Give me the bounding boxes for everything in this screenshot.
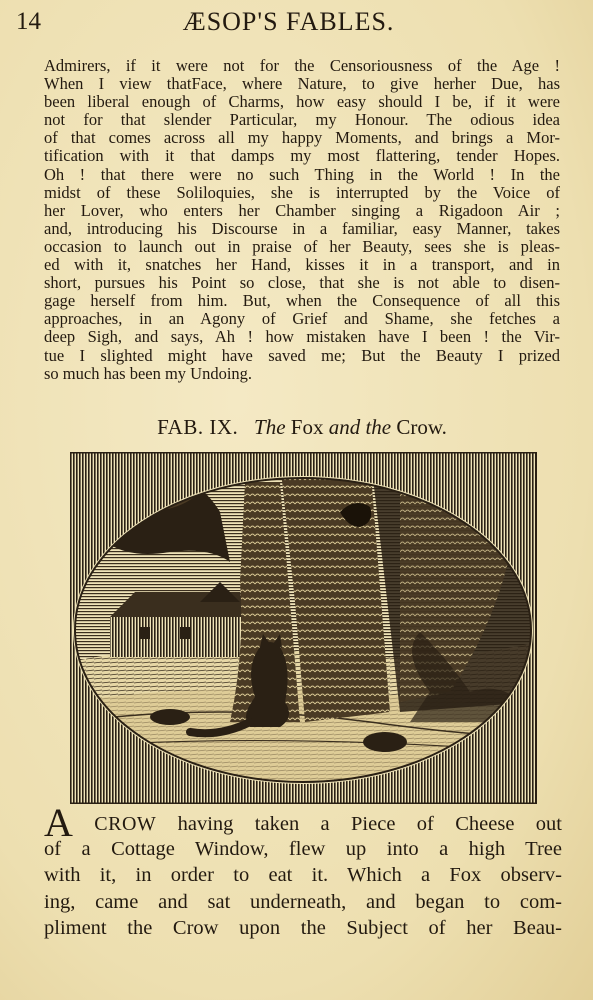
first-line-rest: having taken a Piece of Cheese out: [156, 813, 562, 835]
text-line: Oh ! that there were no such Thing in the World ! In the: [44, 164, 560, 184]
text-line: approaches, in an Agony of Grief and Shame, she fetches a: [44, 309, 560, 329]
text-line: pliment the Crow upon the Subject of her Beau-: [44, 916, 562, 939]
text-line: When I view thatFace, where Nature, to give herher Due, has: [44, 74, 560, 94]
running-head: [16, 6, 561, 38]
first-word: CROW: [94, 813, 157, 835]
text-line: [44, 800, 562, 845]
page-number: 14: [16, 8, 41, 35]
stone: [363, 732, 407, 752]
text-line: deep Sigh, and says, Ah ! how mistaken have I been ! the Vir-: [44, 327, 560, 347]
text-line: tue I slighted might have saved me; But the Beauty I prized: [44, 345, 560, 365]
running-title: ÆSOP'S FABLES.: [182, 7, 395, 36]
fable-heading: [44, 410, 560, 444]
text-line: her Lover, who enters her Chamber singing a Rigadoon Air ;: [44, 200, 560, 220]
fable-title-crow: Crow.: [396, 415, 447, 439]
fable-title-fox: Fox: [290, 415, 324, 439]
fable-title-the: The: [254, 415, 286, 439]
stone: [150, 709, 190, 725]
text-line: with it, in order to eat it. Which a Fox observ-: [44, 864, 562, 887]
fable-text: [44, 800, 562, 941]
text-line: ing, came and sat underneath, and began to com-: [44, 890, 562, 913]
text-line: short, pursues his Point so close, that she is not able to disen-: [44, 273, 560, 293]
text-line: been liberal enough of Charms, how easy should I be, if it were: [44, 92, 560, 112]
drop-cap: A: [44, 800, 73, 845]
text-line: of that comes across all my happy Moments, and brings a Mor-: [44, 128, 560, 148]
text-line: not for that slender Particular, my Honour. The odious idea: [44, 110, 560, 130]
text-line: tification with it that damps my most flattering, tender Hopes.: [44, 146, 560, 166]
text-line: of a Cottage Window, flew up into a high Tree: [44, 838, 562, 861]
text-line: midst of these Soliloquies, she is interrupted by the Voice of: [44, 182, 560, 202]
text-line: Admirers, if it were not for the Censoriousness of the Age !: [44, 56, 560, 75]
text-line: so much has been my Undoing.: [44, 363, 253, 383]
fable-title-and-the: and the: [328, 415, 392, 439]
text-line: gage herself from him. But, when the Consequence of all this: [44, 291, 560, 311]
previous-fable-text: [44, 57, 560, 383]
text-line: occasion to launch out in praise of her Beauty, sees she is pleas-: [44, 236, 560, 256]
fable-number: FAB. IX.: [157, 415, 239, 439]
fox-and-crow-woodcut: [70, 452, 537, 804]
text-line: and, introducing his Discourse in a familiar, easy Manner, takes: [44, 218, 560, 238]
text-line: ed with it, snatches her Hand, kisses it in a transport, and in: [44, 255, 560, 275]
